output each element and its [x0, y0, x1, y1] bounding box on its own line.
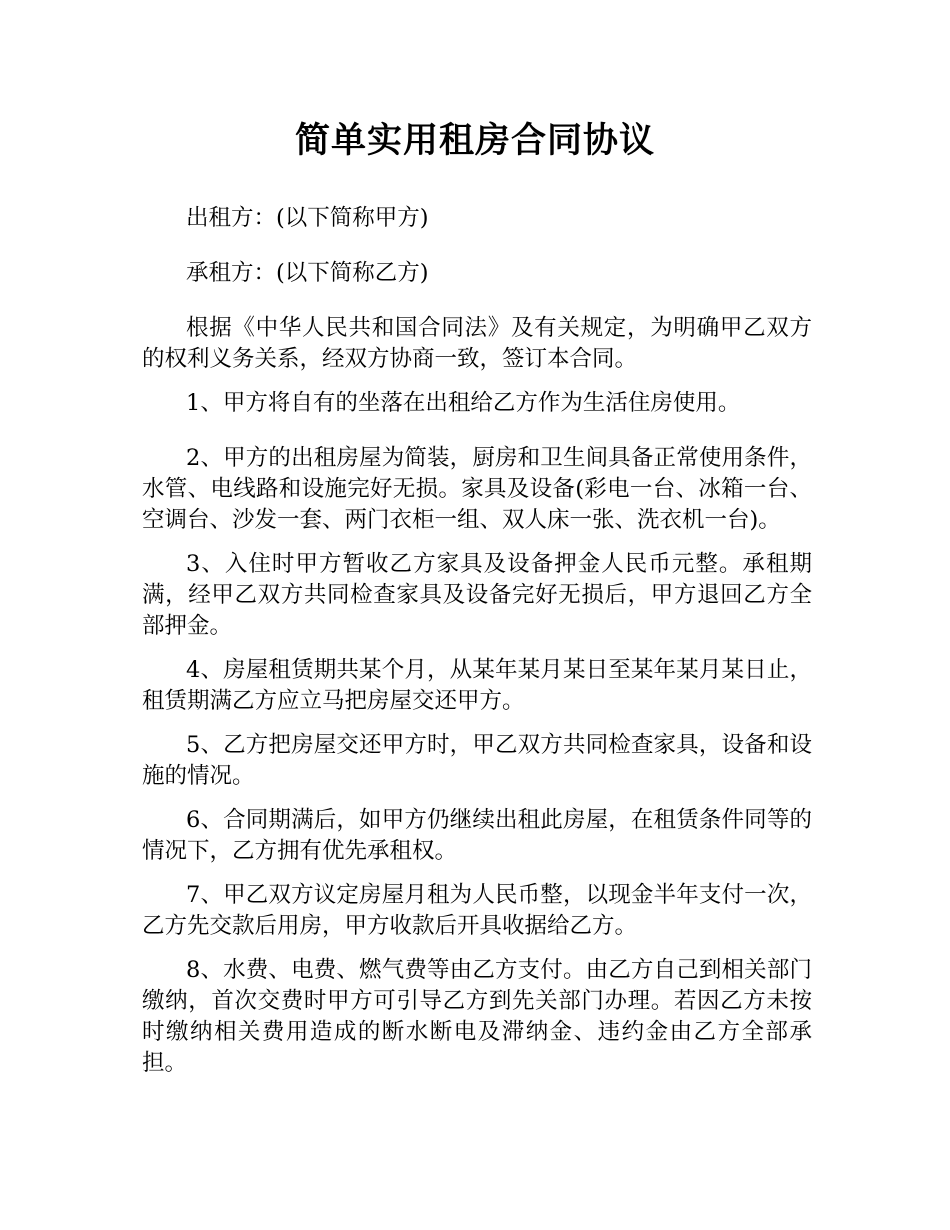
clause-3: 3、入住时甲方暂收乙方家具及设备押金人民币元整。承租期满，经甲乙双方共同检查家具及设备完好无损后，甲方退回乙方全部押金。: [142, 551, 812, 639]
clause-8: 8、水费、电费、燃气费等由乙方支付。由乙方自己到相关部门缴纳，首次交费时甲方可引导乙方到先关部门办理。若因乙方未按时缴纳相关费用造成的断水断电及滞纳金、违约金由乙方全部承担。: [142, 957, 812, 1076]
clause-1: 1、甲方将自有的坐落在出租给乙方作为生活住房使用。: [186, 390, 741, 416]
clause-5: 5、乙方把房屋交还甲方时，甲乙双方共同检查家具，设备和设施的情况。: [142, 732, 812, 789]
lessee-line: 承租方：(以下简称乙方): [186, 260, 429, 286]
document-title: 简单实用租房合同协议: [294, 121, 655, 161]
lessor-line: 出租方：(以下简称甲方): [186, 205, 429, 231]
document-body: [142, 203, 812, 1092]
clause-6: 6、合同期满后，如甲方仍继续出租此房屋，在租赁条件同等的情况下，乙方拥有优先承租权。: [142, 807, 812, 864]
clause-7: 7、甲乙双方议定房屋月租为人民币整，以现金半年支付一次，乙方先交款后用房，甲方收款后开具收据给乙方。: [142, 882, 812, 939]
clause-4: 4、房屋租赁期共某个月，从某年某月某日至某年某月某日止，租赁期满乙方应立马把房屋交还甲方。: [142, 657, 812, 714]
preamble-paragraph: 根据《中华人民共和国合同法》及有关规定，为明确甲乙双方的权利义务关系，经双方协商一致，签订本合同。: [142, 315, 812, 372]
clause-2: 2、甲方的出租房屋为简装，厨房和卫生间具备正常使用条件，水管、电线路和设施完好无损。家具及设备(彩电一台、冰箱一台、空调台、沙发一套、两门衣柜一组、双人床一张、洗衣机一台)。: [142, 445, 812, 533]
